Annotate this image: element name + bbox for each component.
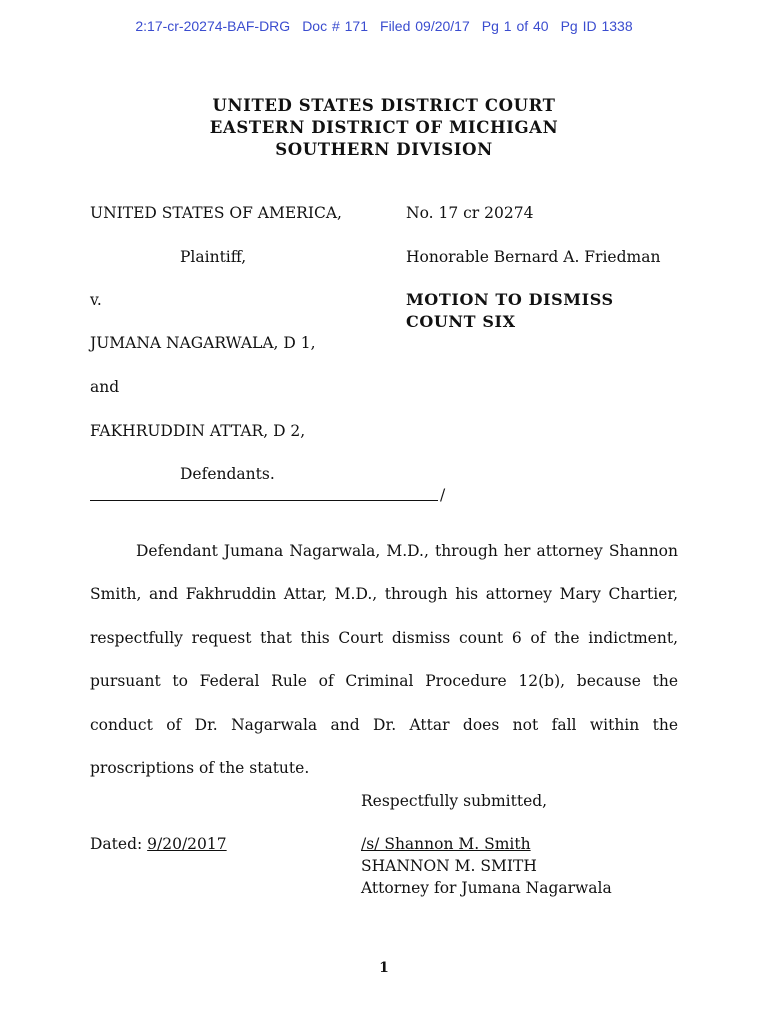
case-number: No. 17 cr 20274 bbox=[406, 204, 534, 222]
motion-title bbox=[406, 289, 614, 333]
filing-stamp bbox=[0, 18, 768, 34]
date-line bbox=[90, 834, 227, 854]
defendant-1: JUMANA NAGARWALA, D 1, bbox=[90, 334, 316, 352]
court-heading bbox=[0, 95, 768, 161]
electronic-signature: /s/ Shannon M. Smith bbox=[361, 835, 531, 853]
court-line-1: UNITED STATES DISTRICT COURT bbox=[212, 96, 556, 115]
plaintiff-name: UNITED STATES OF AMERICA, bbox=[90, 204, 342, 222]
attorney-title: Attorney for Jumana Nagarwala bbox=[361, 879, 612, 897]
caption-rule-slash: / bbox=[440, 486, 446, 504]
closing: Respectfully submitted, bbox=[361, 792, 548, 810]
stamp-case-number: 2:17-cr-20274-BAF-DRG bbox=[135, 18, 291, 34]
plaintiff-role: Plaintiff, bbox=[180, 248, 247, 266]
court-line-2: EASTERN DISTRICT OF MICHIGAN bbox=[209, 118, 559, 137]
stamp-pg-id: Pg ID 1338 bbox=[560, 18, 633, 34]
page-number: 1 bbox=[379, 960, 389, 976]
date-value: 9/20/2017 bbox=[147, 835, 227, 853]
versus: v. bbox=[90, 291, 102, 309]
motion-paragraph: Defendant Jumana Nagarwala, M.D., through her attorney Shannon Smith, and Fakhruddin Attar, M.D., through his attorney Mary Chartier, respectfully request that this Court dismiss count 6 of the indictment, pursuant to Federal Rule of Criminal Procedure 12(b), because the conduct of Dr. Nagarwala and Dr. Attar does not fall within the proscriptions of the statute. bbox=[90, 542, 678, 778]
date-label: Dated: bbox=[90, 835, 148, 853]
defendant-2: FAKHRUDDIN ATTAR, D 2, bbox=[90, 422, 306, 440]
motion-title-line-1: MOTION TO DISMISS bbox=[406, 290, 614, 309]
and-connector: and bbox=[90, 378, 120, 396]
stamp-doc: Doc # 171 bbox=[302, 18, 369, 34]
defendants-role: Defendants. bbox=[180, 465, 275, 483]
caption-rule bbox=[90, 500, 438, 501]
stamp-page: Pg 1 of 40 bbox=[481, 18, 549, 34]
judge-name: Honorable Bernard A. Friedman bbox=[406, 248, 661, 266]
stamp-filed: Filed 09/20/17 bbox=[380, 18, 470, 34]
motion-title-line-2: COUNT SIX bbox=[406, 312, 516, 331]
court-line-3: SOUTHERN DIVISION bbox=[275, 140, 493, 159]
attorney-name: SHANNON M. SMITH bbox=[361, 857, 537, 875]
